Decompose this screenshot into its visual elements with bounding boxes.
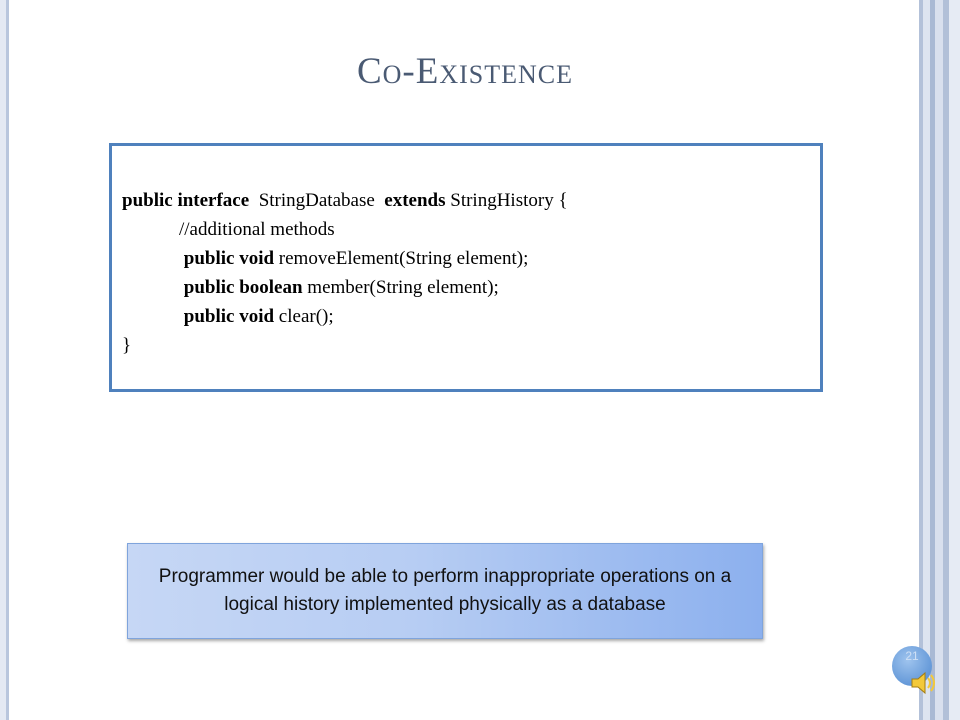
code-text: } <box>122 335 132 356</box>
code-line <box>122 273 812 302</box>
code-keyword: extends <box>384 190 446 211</box>
code-line <box>122 331 812 360</box>
code-text <box>122 277 184 298</box>
code-keyword: public interface <box>122 190 250 211</box>
code-line <box>122 302 812 331</box>
code-text: member(String element); <box>302 277 499 298</box>
code-line <box>122 244 812 273</box>
code-line <box>122 186 812 215</box>
code-text <box>122 306 184 327</box>
code-line <box>122 215 812 244</box>
callout-box <box>127 543 763 639</box>
code-text: //additional methods <box>122 219 335 240</box>
code-keyword: public void <box>183 248 275 269</box>
code-text: removeElement(String element); <box>274 248 529 269</box>
slide-title: Co-Existence <box>356 51 574 92</box>
code-text: StringDatabase <box>249 190 385 211</box>
code-text: clear(); <box>274 306 334 327</box>
slide-frame-left <box>0 0 11 720</box>
callout-text: Programmer would be able to perform inappropriate operations on a logical history implemented physically as a database <box>158 566 732 615</box>
slide-frame-right <box>916 0 960 720</box>
code-text <box>122 248 184 269</box>
code-listing <box>122 186 812 360</box>
speaker-icon[interactable] <box>910 670 938 696</box>
page-number: 21 <box>905 649 919 663</box>
code-keyword: public void <box>183 306 275 327</box>
code-box <box>109 143 823 392</box>
code-keyword: public boolean <box>183 277 303 298</box>
code-text: StringHistory { <box>445 190 568 211</box>
